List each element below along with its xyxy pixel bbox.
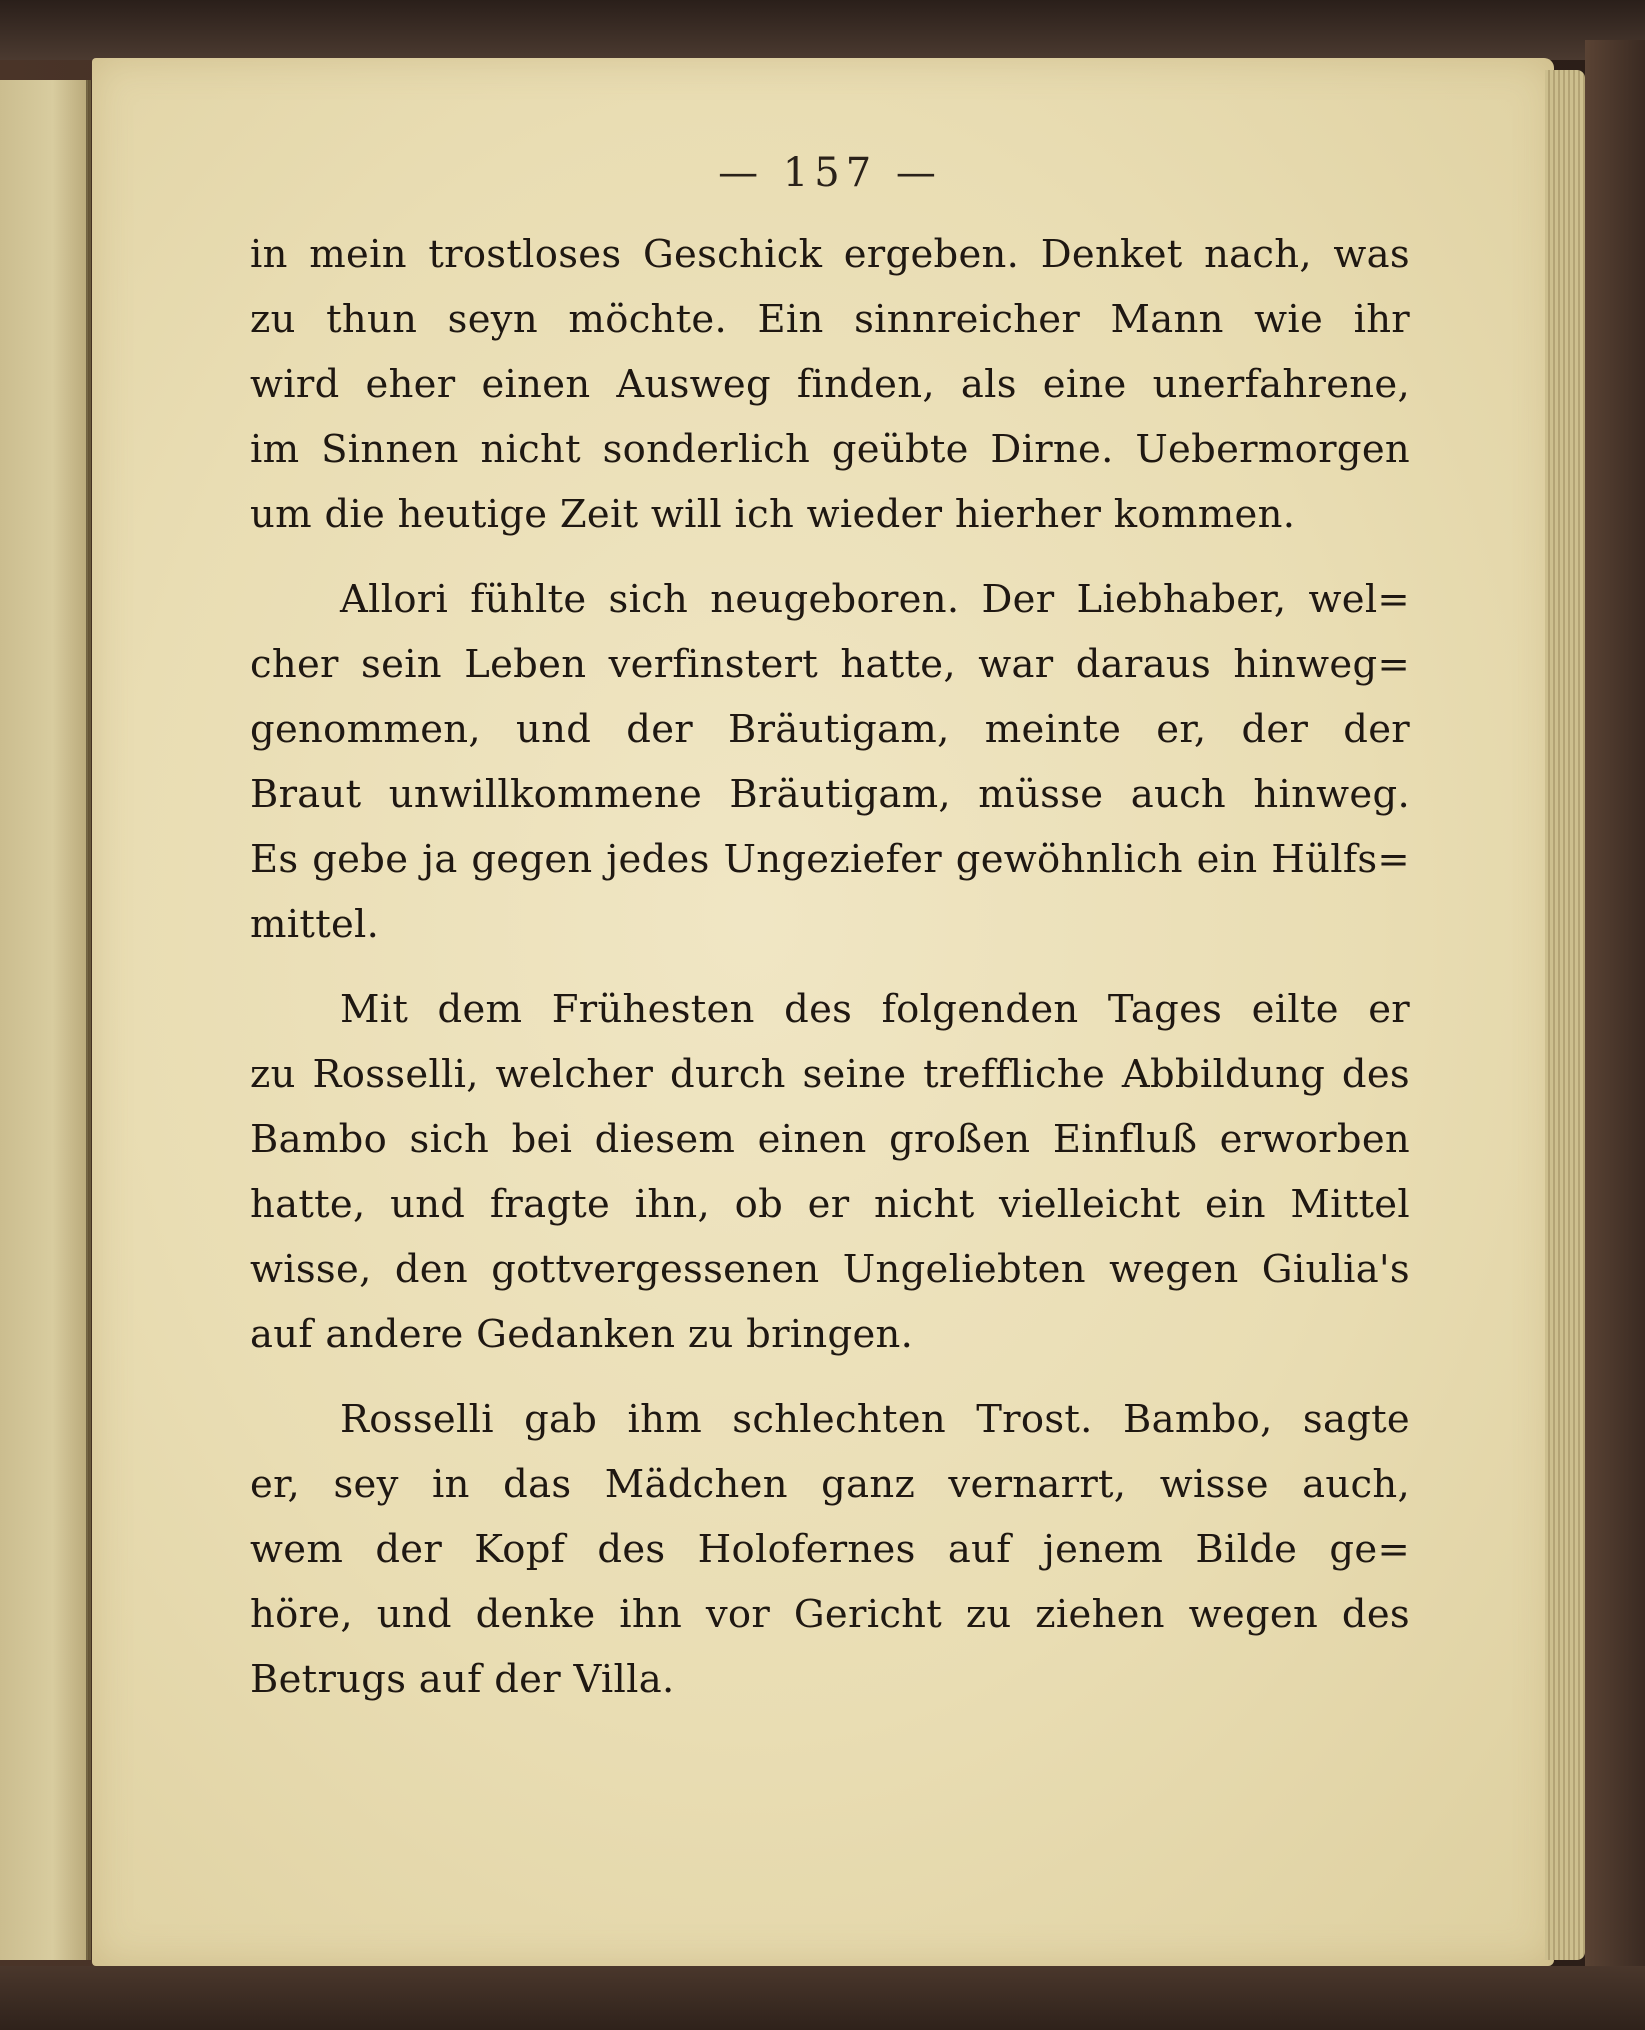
paragraph-4 — [250, 1387, 1410, 1712]
text-line: in mein trostloses Geschick ergeben. Denket nach, was — [250, 232, 1410, 277]
text-line: Betrugs auf der Villa. — [250, 1657, 675, 1702]
text-line: Rosselli gab ihm schlechten Trost. Bambo, sagte — [340, 1397, 1410, 1442]
page-edges-stack — [1545, 70, 1585, 1960]
text-line: wem der Kopf des Holofernes auf jenem Bilde ge= — [250, 1527, 1410, 1572]
text-line: genommen, und der Bräutigam, meinte er, der der — [250, 707, 1410, 752]
paragraph-3 — [250, 977, 1410, 1367]
text-line: auf andere Gedanken zu bringen. — [250, 1312, 914, 1357]
text-line: Mit dem Frühesten des folgenden Tages eilte er — [340, 987, 1410, 1032]
text-line: Bambo sich bei diesem einen großen Einfluß erworben — [250, 1117, 1410, 1162]
paragraph-2 — [250, 567, 1410, 957]
text-line: mittel. — [250, 902, 380, 947]
text-line: er, sey in das Mädchen ganz vernarrt, wisse auch, — [250, 1462, 1410, 1507]
text-line: im Sinnen nicht sonderlich geübte Dirne. Uebermorgen — [250, 427, 1410, 472]
book-cover-bottom — [0, 1966, 1645, 2030]
text-line: zu Rosselli, welcher durch seine treffliche Abbildung des — [250, 1052, 1410, 1097]
text-line: cher sein Leben verfinstert hatte, war daraus hinweg= — [250, 642, 1410, 687]
page-text — [250, 150, 1410, 1732]
text-line: wisse, den gottvergessenen Ungeliebten wegen Giulia's — [250, 1247, 1410, 1292]
text-line: Braut unwillkommene Bräutigam, müsse auch hinweg. — [250, 772, 1410, 817]
text-line: Allori fühlte sich neugeboren. Der Liebhaber, wel= — [340, 577, 1410, 622]
text-line: hatte, und fragte ihn, ob er nicht vielleicht ein Mittel — [250, 1182, 1410, 1227]
text-line: zu thun seyn möchte. Ein sinnreicher Mann wie ihr — [250, 297, 1410, 342]
text-line: um die heutige Zeit will ich wieder hierher kommen. — [250, 492, 1296, 537]
text-line: höre, und denke ihn vor Gericht zu ziehen wegen des — [250, 1592, 1410, 1637]
page-number-header: — 157 — — [718, 150, 942, 196]
text-line: Es gebe ja gegen jedes Ungeziefer gewöhnlich ein Hülfs= — [250, 837, 1410, 882]
previous-page-edge — [0, 80, 91, 1960]
book-cover-right — [1585, 40, 1645, 2000]
book-cover-top — [0, 0, 1645, 60]
text-line: wird eher einen Ausweg finden, als eine unerfahrene, — [250, 362, 1410, 407]
paragraph-1 — [250, 222, 1410, 547]
